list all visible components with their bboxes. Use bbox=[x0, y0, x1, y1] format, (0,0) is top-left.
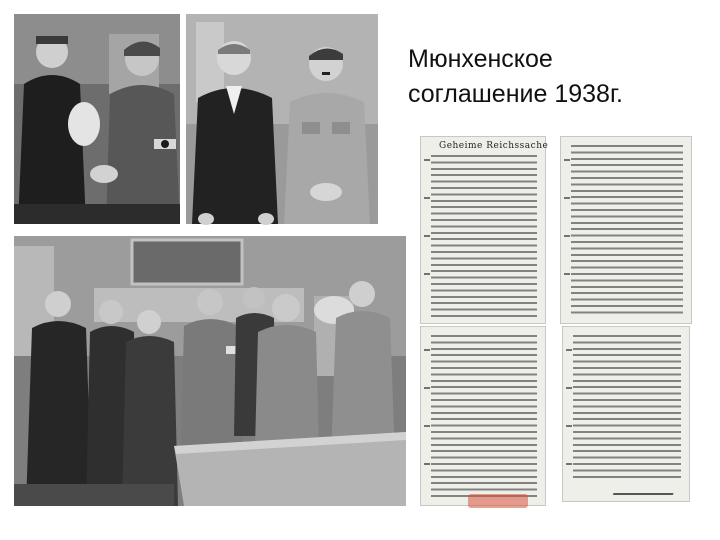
document-margin-marks bbox=[424, 159, 430, 303]
slide-title-line2: соглашение 1938г. bbox=[408, 80, 623, 108]
handshake-photo bbox=[14, 14, 180, 224]
agreement-document-page-3 bbox=[420, 326, 546, 506]
agreement-document-page-4 bbox=[562, 326, 690, 502]
agreement-document-page-1 bbox=[420, 136, 549, 324]
document-margin-marks bbox=[424, 349, 430, 485]
document-text-lines bbox=[431, 155, 537, 317]
conference-group-photo bbox=[14, 236, 406, 506]
two-leaders-photo-art bbox=[186, 14, 378, 224]
slide-title bbox=[408, 42, 698, 112]
document-margin-marks bbox=[564, 159, 570, 303]
agreement-document-page-2 bbox=[560, 136, 692, 324]
document-signature bbox=[613, 483, 677, 495]
conference-group-photo-art bbox=[14, 236, 406, 506]
document-heading: Geheime Reichssache bbox=[439, 141, 549, 151]
document-text-lines bbox=[573, 335, 681, 479]
handshake-photo-art bbox=[14, 14, 180, 224]
two-leaders-photo bbox=[186, 14, 378, 224]
document-margin-marks bbox=[566, 349, 572, 481]
slide-title-line1: Мюнхенское bbox=[408, 45, 553, 73]
document-text-lines bbox=[571, 145, 683, 317]
watermark-badge bbox=[468, 494, 528, 508]
document-text-lines bbox=[431, 335, 537, 499]
